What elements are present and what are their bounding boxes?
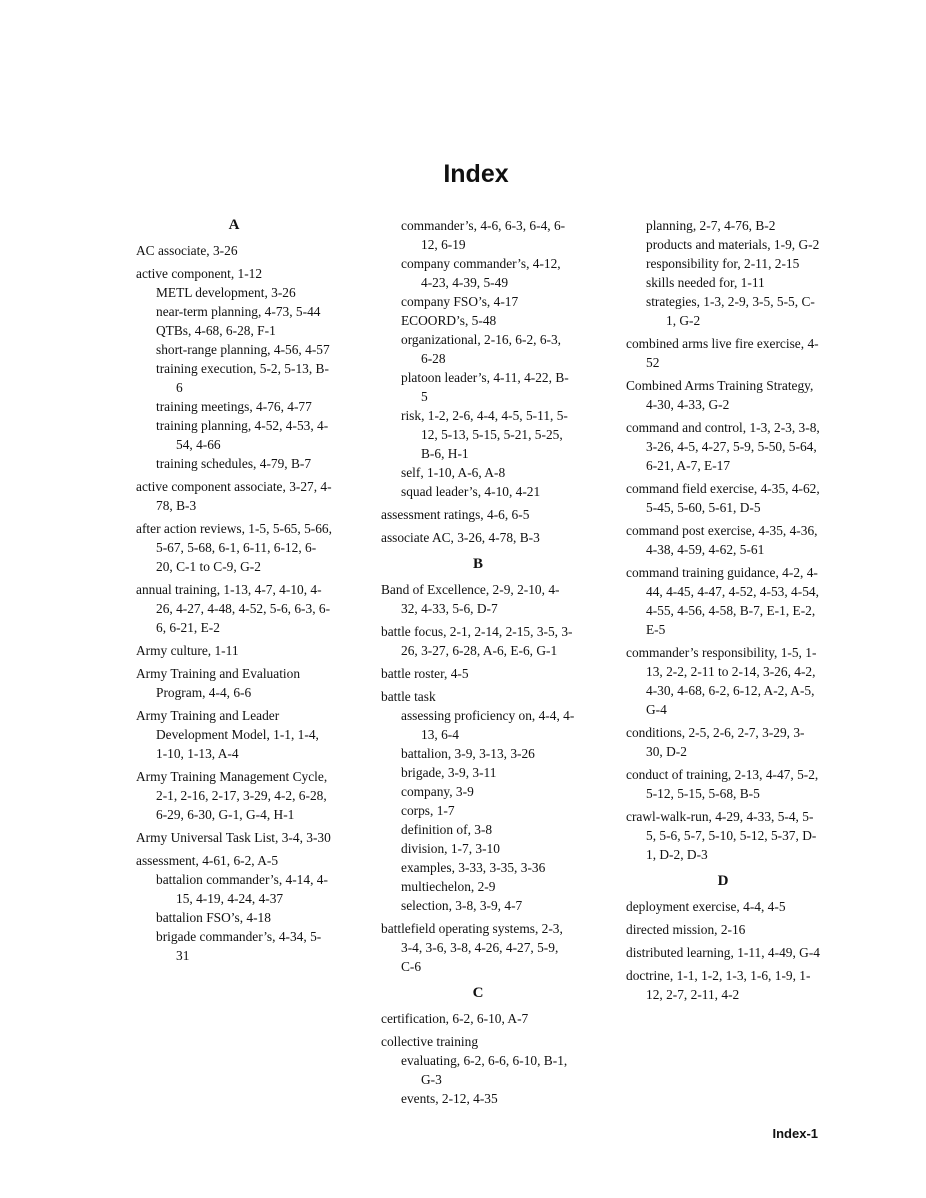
index-entry: active component, 1-12: [136, 266, 263, 281]
index-subentry: training schedules, 4-79, B-7: [156, 456, 312, 471]
index-subentry: training meetings, 4-76, 4-77: [156, 399, 312, 414]
index-entry: distributed learning, 1-11, 4-49, G-4: [626, 945, 821, 960]
index-subentry: strategies, 1-3, 2-9, 3-5, 5-5, C-1, G-2: [646, 294, 815, 328]
index-subentry: skills needed for, 1-11: [646, 275, 765, 290]
section-letter-heading: C: [472, 985, 484, 1001]
index-entry: assessment, 4-61, 6-2, A-5: [136, 853, 279, 868]
index-subentry: training execution, 5-2, 5-13, B-6: [156, 361, 329, 395]
index-subentry: division, 1-7, 3-10: [401, 841, 500, 856]
index-subentry: QTBs, 4-68, 6-28, F-1: [156, 323, 276, 338]
index-entry: directed mission, 2-16: [626, 922, 746, 937]
index-subentry: corps, 1-7: [401, 803, 455, 818]
index-subentry: battalion FSO’s, 4-18: [156, 910, 271, 925]
index-entry: annual training, 1-13, 4-7, 4-10, 4-26, 4-27, 4-48, 4-52, 5-6, 6-3, 6-6, 6-21, E-2: [136, 582, 331, 635]
index-subentry: company commander’s, 4-12, 4-23, 4-39, 5-49: [401, 256, 561, 290]
index-entry: associate AC, 3-26, 4-78, B-3: [381, 530, 540, 545]
index-entry: battle focus, 2-1, 2-14, 2-15, 3-5, 3-26, 3-27, 6-28, A-6, E-6, G-1: [381, 624, 573, 658]
index-entry: after action reviews, 1-5, 5-65, 5-66, 5-67, 5-68, 6-1, 6-11, 6-12, 6-20, C-1 to C-9, G-2: [136, 521, 332, 574]
index-entry: crawl-walk-run, 4-29, 4-33, 5-4, 5-5, 5-6, 5-7, 5-10, 5-12, 5-37, D-1, D-2, D-3: [626, 809, 817, 862]
index-subentry: selection, 3-8, 3-9, 4-7: [401, 898, 523, 913]
index-entry: deployment exercise, 4-4, 4-5: [626, 899, 786, 914]
index-entry: conditions, 2-5, 2-6, 2-7, 3-29, 3-30, D-2: [626, 725, 805, 759]
index-subentry: METL development, 3-26: [156, 285, 296, 300]
index-subentry: brigade commander’s, 4-34, 5-31: [156, 929, 322, 963]
index-entry: battle roster, 4-5: [381, 666, 469, 681]
index-entry: combined arms live fire exercise, 4-52: [626, 336, 819, 370]
index-entry: battlefield operating systems, 2-3, 3-4, 3-6, 3-8, 4-26, 4-27, 5-9, C-6: [381, 921, 563, 974]
index-subentry: ECOORD’s, 5-48: [401, 313, 497, 328]
index-subentry: short-range planning, 4-56, 4-57: [156, 342, 330, 357]
index-column-2: [381, 216, 575, 1108]
index-entry: collective training: [381, 1034, 479, 1049]
index-subentry: examples, 3-33, 3-35, 3-36: [401, 860, 546, 875]
index-subentry: products and materials, 1-9, G-2: [646, 237, 820, 252]
index-subentry: responsibility for, 2-11, 2-15: [646, 256, 800, 271]
index-subentry: risk, 1-2, 2-6, 4-4, 4-5, 5-11, 5-12, 5-13, 5-15, 5-21, 5-25, B-6, H-1: [401, 408, 568, 461]
index-entry: battle task: [381, 689, 436, 704]
index-entry: Army Universal Task List, 3-4, 3-30: [136, 830, 331, 845]
index-subentry: definition of, 3-8: [401, 822, 493, 837]
index-entry: AC associate, 3-26: [136, 243, 238, 258]
index-entry: Army Training Management Cycle, 2-1, 2-16, 2-17, 3-29, 4-2, 6-28, 6-29, 6-30, G-1, G-4, H-1: [136, 769, 328, 822]
index-subentry: assessing proficiency on, 4-4, 4-13, 6-4: [401, 708, 575, 742]
index-entry: Army Training and Leader Development Model, 1-1, 1-4, 1-10, 1-13, A-4: [136, 708, 319, 761]
index-column-3: [626, 216, 820, 1004]
index-entry: command and control, 1-3, 2-3, 3-8, 3-26, 4-5, 4-27, 5-9, 5-50, 5-64, 6-21, A-7, E-17: [626, 420, 820, 473]
index-entry: command field exercise, 4-35, 4-62, 5-45, 5-60, 5-61, D-5: [626, 481, 820, 515]
index-entry: commander’s responsibility, 1-5, 1-13, 2-2, 2-11 to 2-14, 3-26, 4-2, 4-30, 4-68, 6-2, 6-12, A-2, A-5, G-4: [626, 645, 817, 717]
index-subentry: evaluating, 6-2, 6-6, 6-10, B-1, G-3: [401, 1053, 568, 1087]
index-subentry: brigade, 3-9, 3-11: [401, 765, 497, 780]
index-subentry: battalion commander’s, 4-14, 4-15, 4-19, 4-24, 4-37: [156, 872, 328, 906]
section-letter-heading: A: [228, 217, 240, 233]
index-entry: command training guidance, 4-2, 4-44, 4-45, 4-47, 4-52, 4-53, 4-54, 4-55, 4-56, 4-58, B-7, E-1, E-2, E-5: [626, 565, 819, 637]
index-entry: doctrine, 1-1, 1-2, 1-3, 1-6, 1-9, 1-12, 2-7, 2-11, 4-2: [626, 968, 811, 1002]
index-subentry: multiechelon, 2-9: [401, 879, 496, 894]
section-letter-heading: D: [717, 873, 729, 889]
index-entry: certification, 6-2, 6-10, A-7: [381, 1011, 529, 1026]
index-subentry: platoon leader’s, 4-11, 4-22, B-5: [401, 370, 569, 404]
index-entry: command post exercise, 4-35, 4-36, 4-38, 4-59, 4-62, 5-61: [626, 523, 818, 557]
index-subentry: battalion, 3-9, 3-13, 3-26: [401, 746, 535, 761]
index-subentry: planning, 2-7, 4-76, B-2: [646, 218, 776, 233]
index-entry: Combined Arms Training Strategy, 4-30, 4-33, G-2: [626, 378, 814, 412]
index-subentry: organizational, 2-16, 6-2, 6-3, 6-28: [401, 332, 562, 366]
index-subentry: training planning, 4-52, 4-53, 4-54, 4-66: [156, 418, 329, 452]
index-subentry: self, 1-10, A-6, A-8: [401, 465, 506, 480]
index-entry: Band of Excellence, 2-9, 2-10, 4-32, 4-33, 5-6, D-7: [381, 582, 560, 616]
index-entry: assessment ratings, 4-6, 6-5: [381, 507, 530, 522]
section-letter-heading: B: [472, 556, 483, 572]
index-entry: active component associate, 3-27, 4-78, B-3: [136, 479, 332, 513]
index-subentry: commander’s, 4-6, 6-3, 6-4, 6-12, 6-19: [401, 218, 566, 252]
page-number: Index-1: [772, 1126, 818, 1141]
index-column-1: [136, 216, 332, 965]
index-subentry: near-term planning, 4-73, 5-44: [156, 304, 321, 319]
index-entry: Army Training and Evaluation Program, 4-4, 6-6: [136, 666, 301, 700]
page-title: Index: [443, 160, 509, 188]
index-subentry: events, 2-12, 4-35: [401, 1091, 498, 1106]
index-subentry: squad leader’s, 4-10, 4-21: [401, 484, 541, 499]
index-subentry: company FSO’s, 4-17: [401, 294, 519, 309]
index-entry: conduct of training, 2-13, 4-47, 5-2, 5-12, 5-15, 5-68, B-5: [626, 767, 819, 801]
index-subentry: company, 3-9: [401, 784, 474, 799]
index-entry: Army culture, 1-11: [136, 643, 239, 658]
